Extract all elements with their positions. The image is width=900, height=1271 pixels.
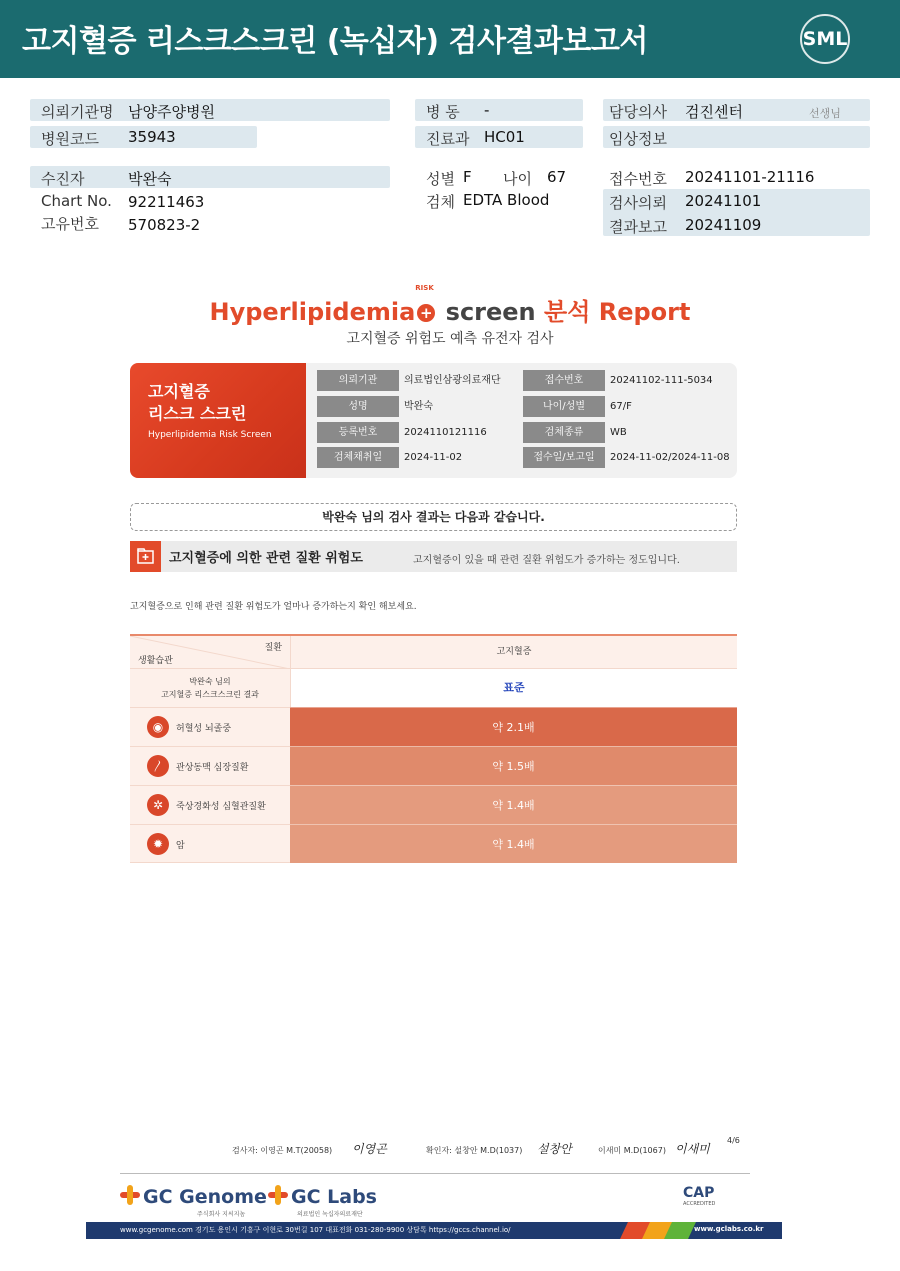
disease-label: 암 (176, 841, 185, 851)
summary-card-banner (130, 363, 306, 478)
confirmer-info: 확인자: 설창안 M.D(1037) (426, 1146, 523, 1155)
receipt-no-value: 20241101-21116 (685, 168, 815, 186)
patient-name-value: 박완숙 (128, 170, 172, 188)
gc-cross-icon (268, 1185, 288, 1205)
report-subtitle: 고지혈증 위험도 예측 유전자 검사 (346, 331, 554, 347)
disease-label: 관상동맥 심장질환 (176, 763, 249, 773)
section-title: 고지혈증에 의한 관련 질환 위험도 (169, 551, 363, 566)
institution-value: 남양주양병원 (128, 103, 215, 121)
card-field-value: 의료법인삼광의료재단 (404, 375, 501, 386)
gc-genome-logo (120, 1185, 267, 1208)
corner-top-label: 질환 (264, 643, 282, 653)
disease-row-value: 약 1.5배 (290, 746, 737, 785)
hospital-code-label: 병원코드 (41, 130, 99, 148)
hospital-code-value: 35943 (128, 128, 176, 146)
disease-row-value: 약 2.1배 (290, 707, 737, 746)
disease-row-value: 약 1.4배 (290, 824, 737, 863)
result-label-cell (130, 669, 290, 707)
section-description: 고지혈증이 있을 때 관련 질환 위험도가 증가하는 정도입니다. (413, 555, 680, 566)
card-field-label: 성명 (317, 396, 399, 417)
specimen-label: 검체 (426, 193, 455, 211)
result-banner: 박완숙 님의 검사 결과는 다음과 같습니다. (130, 503, 737, 531)
report-header (0, 0, 900, 78)
card-title-2: 리스크 스크린 (148, 404, 247, 423)
card-title-1: 고지혈증 (148, 382, 210, 401)
table-column-header (290, 636, 737, 669)
disease-row-label (130, 707, 290, 746)
report-heading-part1: Hyperlipidemia (209, 298, 416, 326)
chart-no-label: Chart No. (41, 192, 112, 210)
card-field-value: 박완숙 (404, 401, 433, 412)
footer-website[interactable]: www.gclabs.co.kr (694, 1225, 764, 1233)
card-field-label: 나이/성별 (523, 396, 605, 417)
card-title-3: Hyperlipidemia Risk Screen (148, 430, 272, 440)
result-value: 표준 (503, 681, 525, 694)
card-field-value: 20241102-111-5034 (610, 375, 713, 386)
gc-labs-text: GC Labs (291, 1186, 377, 1208)
card-field-label: 등록번호 (317, 422, 399, 443)
report-title: 고지혈증 리스크스크린 (녹십자) 검사결과보고서 (22, 24, 648, 59)
specimen-value: EDTA Blood (463, 191, 550, 209)
table-corner-cell (130, 636, 290, 669)
chart-no-value: 92211463 (128, 193, 205, 211)
footer-rule (120, 1173, 750, 1174)
gc-labs-subtext: 의료법인 녹십자의료재단 (297, 1211, 363, 1218)
request-date-value: 20241101 (685, 192, 762, 210)
doctor-label: 담당의사 (609, 103, 667, 121)
department-label: 진료과 (426, 130, 470, 148)
clinical-info-label: 임상정보 (609, 130, 667, 148)
footer-bar (86, 1222, 782, 1239)
confirmer-signature: 설창안 (537, 1142, 572, 1156)
risk-plus-icon: + (417, 304, 435, 322)
age-value: 67 (547, 168, 567, 186)
column-header-label: 고지혈증 (496, 647, 532, 657)
sex-value: F (463, 168, 472, 186)
card-field-label: 검체채취일 (317, 447, 399, 468)
disease-row-value: 약 1.4배 (290, 785, 737, 824)
sml-logo (800, 14, 850, 64)
folder-plus-icon (130, 541, 161, 572)
cap-accredited: ACCREDITED (683, 1201, 716, 1207)
section-note: 고지혈증으로 인해 관련 질환 위험도가 얼마나 증가하는지 확인 해보세요. (130, 602, 417, 612)
card-field-label: 의뢰기관 (317, 370, 399, 391)
gc-cross-icon (120, 1185, 140, 1205)
report-date-value: 20241109 (685, 216, 762, 234)
gc-labs-logo (268, 1185, 377, 1208)
card-field-value: 67/F (610, 401, 632, 412)
request-date-label: 검사의뢰 (609, 194, 667, 212)
doctor2-info: 이새미 M.D(1067) (598, 1146, 666, 1155)
section-header (130, 541, 737, 572)
institution-label: 의뢰기관명 (41, 103, 114, 121)
sml-logo-text: SML (802, 28, 848, 50)
receipt-no-label: 접수번호 (609, 170, 667, 188)
card-field-value: 2024110121116 (404, 427, 487, 438)
doctor-value: 검진센터 (685, 103, 743, 121)
summary-card (130, 363, 737, 478)
ward-value: - (484, 101, 490, 119)
ward-label: 병 동 (426, 103, 460, 121)
sex-label: 성별 (426, 170, 455, 188)
age-label: 나이 (503, 170, 532, 188)
artery-icon: 〳 (147, 755, 169, 777)
footer-contact: www.gcgenome.com 경기도 용인시 기흥구 이현로 30번길 107 대표전화 031-280-9900 상담톡 https://gccs.channel.io/ (120, 1226, 511, 1234)
card-field-value: 2024-11-02/2024-11-08 (610, 452, 730, 463)
doctor2-signature: 이새미 (675, 1142, 710, 1156)
disease-row-label (130, 785, 290, 824)
unique-no-label: 고유번호 (41, 215, 99, 233)
disease-row-label (130, 746, 290, 785)
disease-label: 죽상경화성 심혈관질환 (176, 802, 266, 812)
vessel-icon: ✲ (147, 794, 169, 816)
department-value: HC01 (484, 128, 525, 146)
card-field-label: 검체종류 (523, 422, 605, 443)
patient-name-label: 수진자 (41, 170, 85, 188)
card-field-value: WB (610, 427, 627, 438)
risk-badge-text: RISK (415, 284, 434, 292)
card-field-label: 접수번호 (523, 370, 605, 391)
corner-bottom-label: 생활습관 (138, 656, 173, 666)
report-heading-part2: screen (445, 298, 536, 326)
report-heading-part3: 분석 Report (544, 298, 691, 326)
disease-label: 허혈성 뇌졸중 (176, 724, 232, 734)
brain-icon: ◉ (147, 716, 169, 738)
cancer-icon: ✹ (147, 833, 169, 855)
result-label-line1: 박완숙 님의 (189, 677, 231, 686)
doctor-suffix: 선생님 (809, 107, 841, 120)
report-date-label: 결과보고 (609, 218, 667, 236)
gc-genome-text: GC Genome (143, 1186, 267, 1208)
result-value-cell (290, 669, 737, 707)
tester-info: 검사자: 이영곤 M.T(20058) (232, 1146, 333, 1155)
cap-logo: CAP (683, 1185, 715, 1201)
gc-genome-subtext: 주식회사 지씨지놈 (197, 1211, 246, 1218)
unique-no-value: 570823-2 (128, 216, 201, 234)
report-heading (0, 284, 900, 327)
card-field-label: 접수일/보고일 (523, 447, 605, 468)
card-field-value: 2024-11-02 (404, 452, 463, 463)
disease-row-label (130, 824, 290, 863)
page-number: 4/6 (727, 1136, 740, 1145)
tester-signature: 이영곤 (352, 1142, 387, 1156)
result-label-line2: 고지혈증 리스크스크린 결과 (161, 690, 259, 699)
